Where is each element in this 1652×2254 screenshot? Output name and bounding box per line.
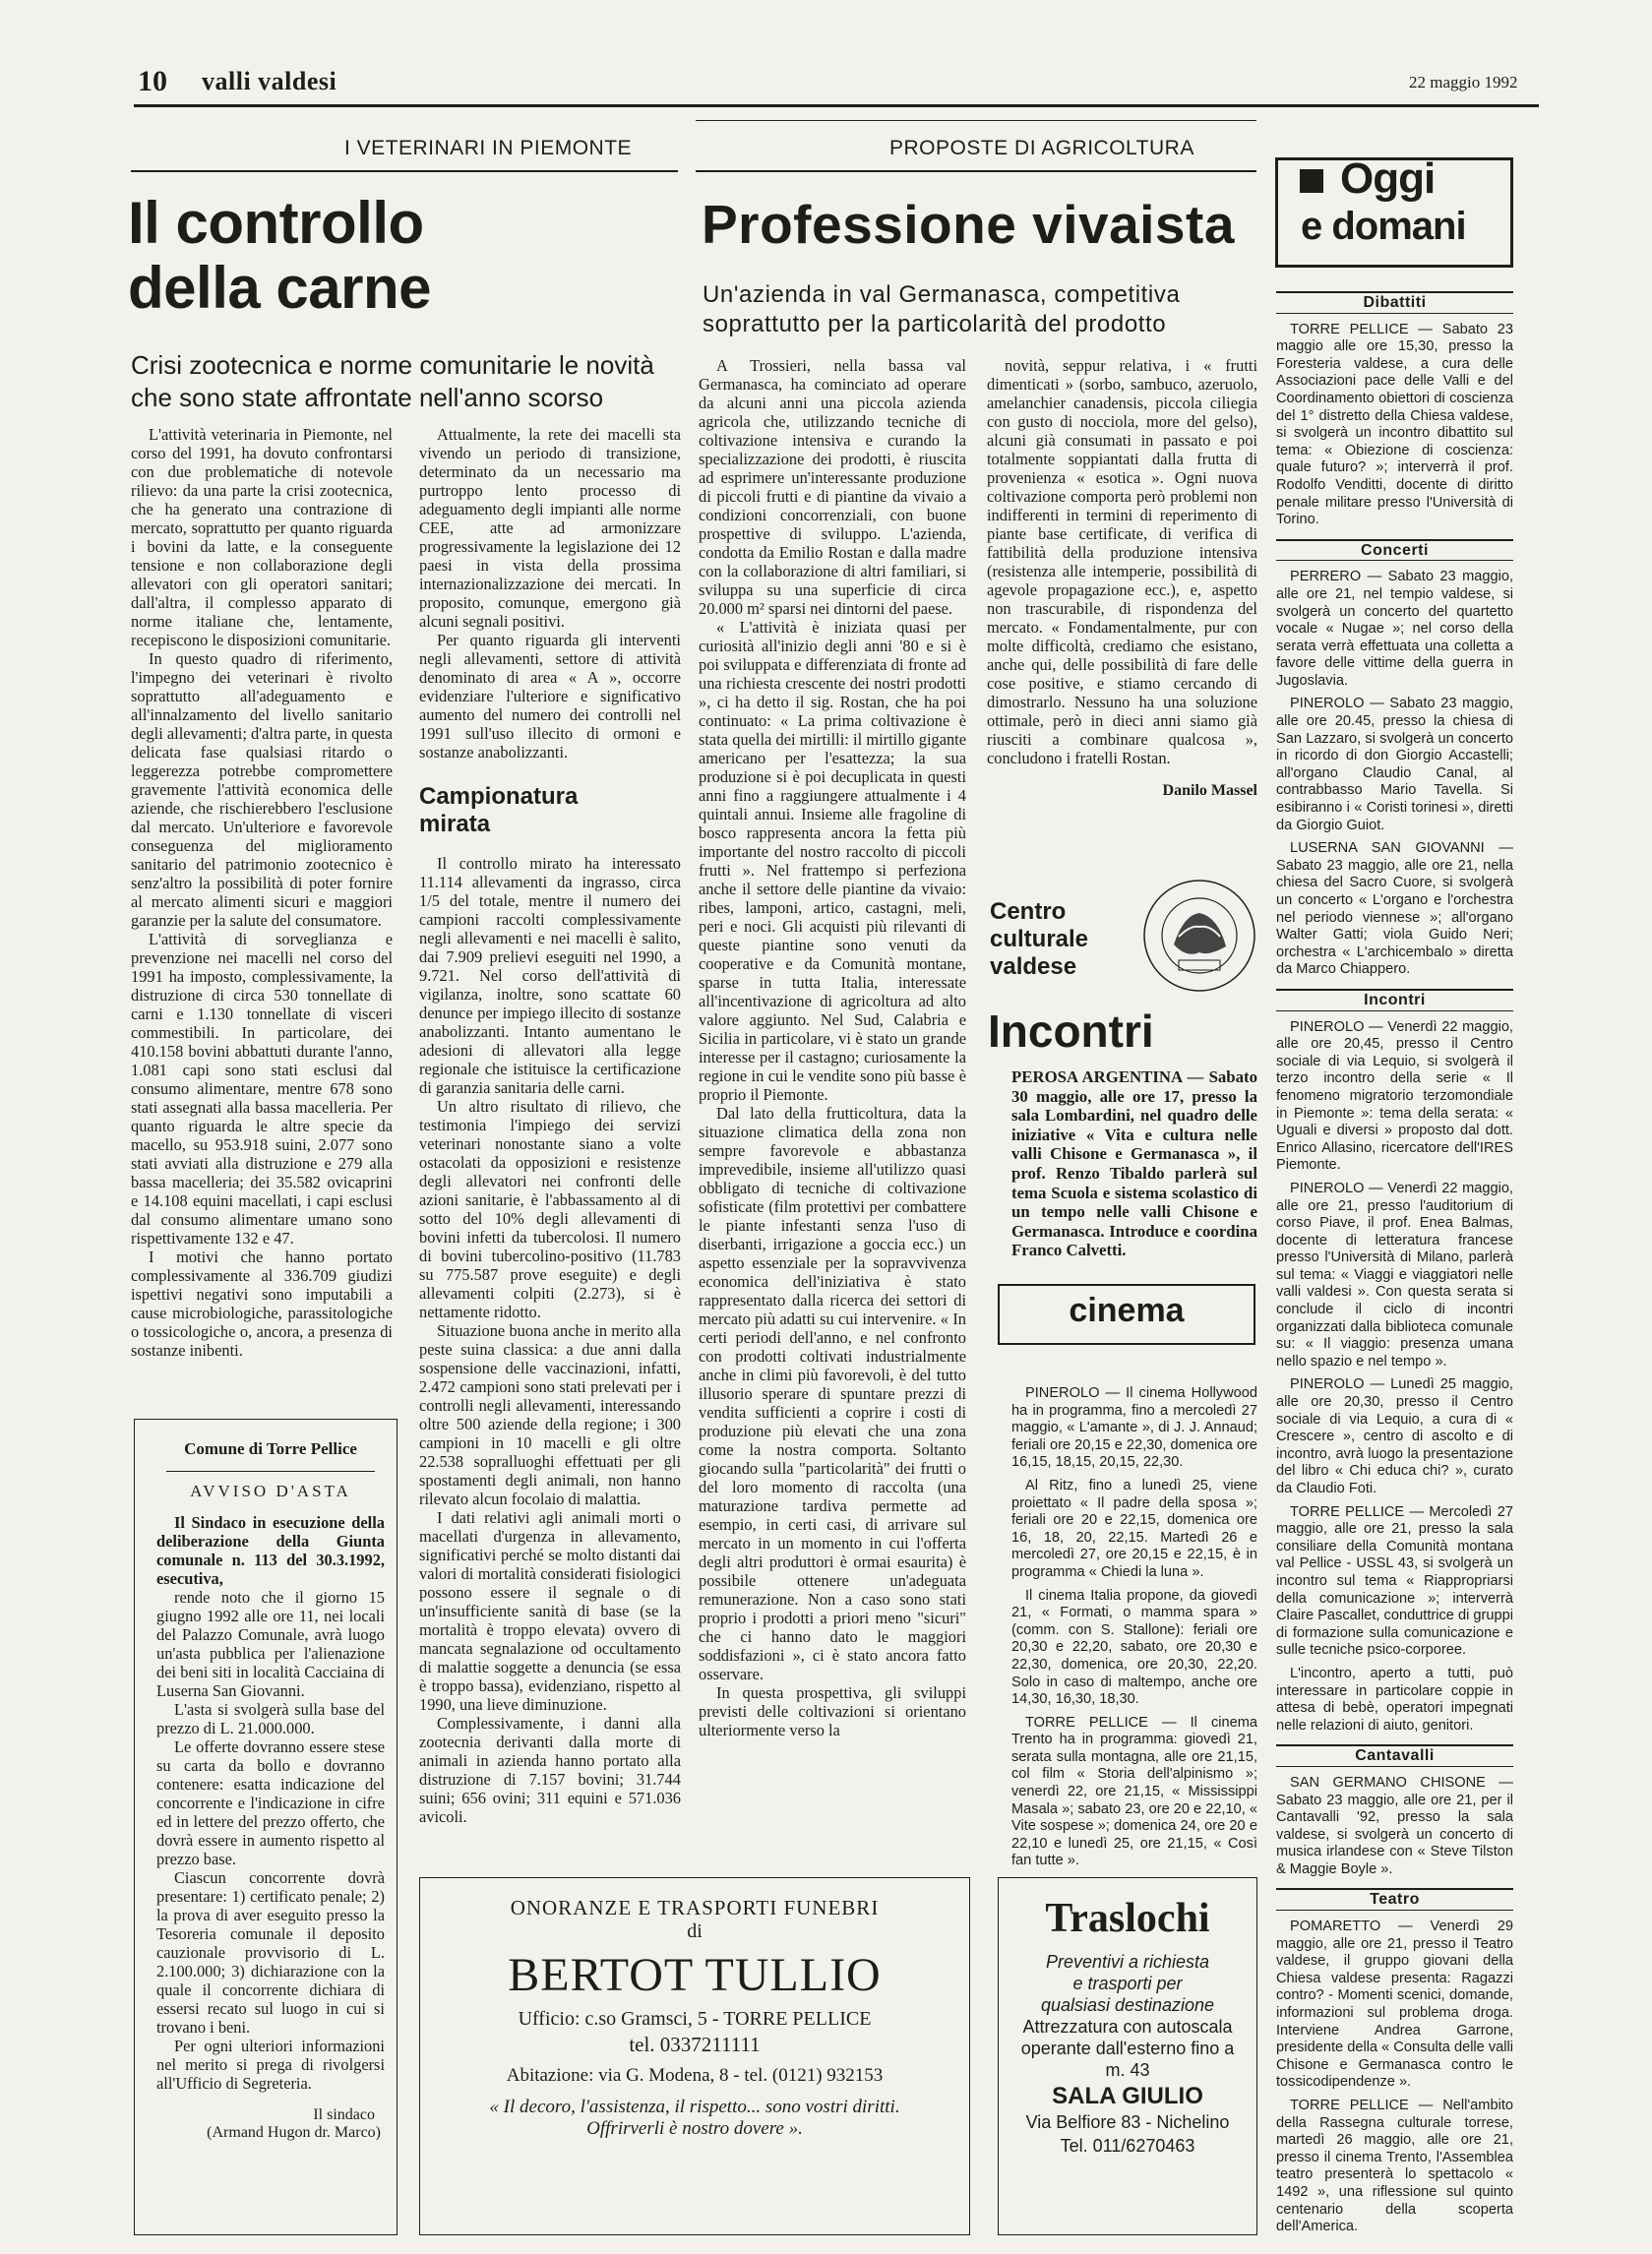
traslochi-tel: Tel. 011/6270463: [1060, 2136, 1195, 2156]
asta-paragraph: Le offerte dovranno essere stese su carta da bollo e dovranno contenere: esatta indicazione del concorrente e l'indicazione in cifre ed in lettere del prezzo offerto, che dovrà essere in aumento rispetto al prezzo base.: [156, 1737, 385, 1868]
centro-incontri-text: PEROSA ARGENTINA — Sabato 30 maggio, alle ore 17, presso la sala Lombardini, nel quadro delle iniziative « Vita e cultura nelle valli Chisone e Germanasca », il prof. Renzo Tibaldo parlerà sul tema Scuola e sistema scolastico di un tempo nelle valli Chisone e Germanasca. Introduce e coordina Franco Calvetti.: [1011, 1067, 1257, 1260]
article2-paragraph: « L'attività è iniziata quasi per curiosità all'inizio degli anni '80 e si è poi sviluppata e differenziata di fronte ad una richiesta crescente dei nostri prodotti », ci ha detto il sig. Rostan, che ha poi continuato: « La prima coltivazione è stata quella dei mirtilli: il mirtillo gigante americano per l'esattezza; la sua produzione si è poi decuplicata in questi anni fino a raggiungere attualmente i 4 quintali annui. Insieme alle fragoline di bosco rappresenta ancora la fetta più importante del nostro raccolto di piccoli frutti ». Nel frattempo si perfeziona anche il settore delle piantine da vivaio: ribes, lamponi, artico, castagni, meli, peri e noci. Gli acquisti più rilevanti di queste piantine sono venuti da cooperative e da Comunità montane, sparse in tutta Italia, interessate all'incentivazione di agricoltura ad alto valore aggiunto. Nel Sud, Calabria e Sicilia in particolare, vi è stato un grande interesse per il castagno; curiosamente la regione in cui le vendite sono più basse è proprio il Piemonte.: [699, 618, 966, 1104]
traslochi-name: SALA GIULIO: [1052, 2083, 1203, 2109]
page-number: 10: [138, 65, 167, 97]
funebri-motto1: « Il decoro, l'assistenza, il rispetto... sono vostri diritti.: [489, 2097, 900, 2117]
article1-paragraph: Complessivamente, i danni alla zootecnia derivanti dalla morte di animali in azienda hanno portato alla distruzione di 7.157 bovini; 31.744 suini; 656 ovini; 311 equini e 571.036 avicoli.: [419, 1714, 681, 1826]
asta-paragraph: Per ogni ulteriori informazioni nel merito si prega di rivolgersi all'Ufficio di Segreteria.: [156, 2037, 385, 2093]
oggi-paragraph: TORRE PELLICE — Sabato 23 maggio alle ore 15,30, presso la Foresteria valdese, a cura delle Associazioni pace delle Valli e del Coordinamento obiettori di coscienza del 1° distretto della Chiesa valdese, si svolgerà un incontro dibattito sul tema: « Obiezione di coscienza: quale futuro? »; interverrà il prof. Rodolfo Venditti, docente di diritto penale militare presso l'Università di Torino.: [1276, 321, 1513, 528]
oggi-column: [1276, 291, 1513, 2242]
section-label: Incontri: [1276, 989, 1513, 1011]
funebri-line2: di: [687, 1920, 703, 1942]
article1-title-line1: Il controllo: [128, 190, 424, 256]
article2-paragraph: In questa prospettiva, gli sviluppi previsti delle coltivazioni si orientano ulteriormente verso la: [699, 1683, 966, 1739]
oggi-paragraph: LUSERNA SAN GIOVANNI — Sabato 23 maggio, alle ore 21, nella chiesa del Sacro Cuore, si svolgerà un concerto « L'organo e l'orchestra nel periodo viennese »; all'organo Walter Gatti; viola Guido Neri; orchestra « L'archicembalo » diretta da Marco Chiappero.: [1276, 840, 1513, 978]
oggi-paragraph: PINEROLO — Sabato 23 maggio, alle ore 20.45, presso la chiesa di San Lazzaro, si svolgerà un concerto in ricordo di don Giorgio Accastelli; all'organo Claudio Canal, al contrabbasso Mario Tavella. Si esibiranno i « Coristi torinesi », diretti da Giorgio Guiot.: [1276, 696, 1513, 833]
article1-paragraph: Situazione buona anche in merito alla peste suina classica: a due anni dalla sospensione delle vaccinazioni, infatti, 2.472 campioni sono stati prelevati per i controlli negli allevamenti, interessando oltre 500 aziende della regione; i 300 campioni in 10 macelli e gli oltre 22.538 sopralluoghi effettuati per gli spostamenti degli animali, non hanno rilevato alcun focolaio di malattia.: [419, 1321, 681, 1508]
article1-kicker: I VETERINARI IN PIEMONTE: [344, 137, 633, 159]
traslochi-line5: operante dall'esterno fino a: [1020, 2039, 1235, 2058]
asta-divider: [166, 1471, 375, 1472]
asta-org: Comune di Torre Pellice: [184, 1439, 357, 1458]
article1-paragraph: Il controllo mirato ha interessato 11.114 allevamenti da ingrasso, circa 1/5 del totale, mentre il numero dei campioni raccolti complessivamente negli allevamenti e nei macelli è salito, dai 7.909 prelievi eseguiti nel 1990, a 9.721. Nel corso dell'attività di vigilanza, inoltre, sono scattate 60 denunce per impiego illecito di sostanze anabolizzanti. Intanto aumentano le adesioni di allevatori alla legge regionale che istituisce la certificazione di garanzia sanitaria delle carni.: [419, 854, 681, 1097]
article1-col2: [419, 425, 681, 1826]
centro-name-line3: valdese: [990, 953, 1077, 980]
oggi-paragraph: POMARETTO — Venerdì 29 maggio, alle ore 21, presso il Teatro valdese, il gruppo giovani della Chiesa valdese presenta: Ragazzi contro? - Momenti scenici, domande, informazioni sul problema droga. Interviene Andrea Garrone, presidente della « Consulta delle valli Chisone e Germanasca contro le tossicodipendenze ».: [1276, 1919, 1513, 2091]
funebri-tel: tel. 0337211111: [629, 2033, 761, 2056]
article1-paragraph: Attualmente, la rete dei macelli sta vivendo un periodo di transizione, determinato da un necessario ma purtroppo lento processo di adeguamento degli impianti alle norme CEE, atte ad armonizzare progressivamente la legislazione dei 12 paesi in vista della prossima internazionalizzazione dei mercati. In proposito, comunque, emergono già alcuni segnali positivi.: [419, 425, 681, 631]
article1-paragraph: Un altro risultato di rilievo, che testimonia l'impiego dei servizi veterinari nonostante siano a volte ostacolati da opposizioni e resistenze degli allevatori nei confronti delle azioni sanitarie, è l'abbassamento al di sotto del 10% degli allevamenti di bovini infetti da tubercolosi. Il numero di bovini tubercolino-positivo (11.783 su 775.587 prove eseguite) e degli allevamenti colpiti (2.273), si è nettamente ridotto.: [419, 1097, 681, 1321]
traslochi-line1: Preventivi a richiesta: [1045, 1952, 1210, 1972]
traslochi-box: [998, 1877, 1257, 2235]
funebri-motto2: Offrirverli è nostro dovere ».: [586, 2118, 803, 2139]
cinema-title: cinema: [1069, 1292, 1185, 1329]
article1-kicker-rule: [131, 170, 678, 172]
article2-kicker: PROPOSTE DI AGRICOLTURA: [889, 137, 1194, 159]
article2-paragraph: A Trossieri, nella bassa val Germanasca, ha cominciato ad operare da alcuni anni una piccola azienda agricola che, utilizzando tecniche di coltivazione intensiva e curando la specializzazione dei prodotti, è riuscita ad esprimere un'interessante produzione di piccoli frutti e di piantine da vivaio a condizioni concorrenziali, con buone prospettive di sviluppo. L'azienda, condotta da Emilio Rostan e dalla madre con la collaborazione di altri familiari, si sviluppa su una superficie di circa 20.000 m² sparsi nei dintorni del paese.: [699, 356, 966, 618]
cinema-paragraph: Il cinema Italia propone, da giovedì 21, « Formati, o mamma spara » (comm. con S. Stallone): feriali ore 20,30 e 22,20, sabato, ore 20,30 e 22,30, domenica, ore 20,30, 22,20. Solo in caso di maltempo, anche ore 14,30, 16,30, 18,30.: [1011, 1587, 1257, 1708]
article1-subhead: Campionatura mirata: [419, 783, 579, 837]
oggi-paragraph: TORRE PELLICE — Mercoledì 27 maggio, alle ore 21, presso la sala consiliare della Comunità montana val Pellice - USSL 43, si svolgerà un incontro sul tema « Riappropriarsi della comunicazione »; interverrà Claire Pascallet, conduttrice di gruppi di formazione sulla comunicazione e sulle tecniche psico-corporee.: [1276, 1503, 1513, 1659]
article2-paragraph: Dal lato della frutticoltura, data la situazione climatica della zona non sempre favorevole e abbastanza imprevedibile, insieme all'utilizzo quasi obbligato di tecniche di coltivazione sofisticate (film protettivi per combattere le piante infestanti senza l'uso di diserbanti, irrigazione a goccia ecc.) un aspetto essenziale per la sopravvivenza economica dell'iniziativa è stato rappresentato dalla ricerca dei settori di mercato più adatti su cui intervenire. « In certi periodi dell'anno, e nel confronto con prodotti coltivati industrialmente anche in climi più favorevoli, è del tutto illusorio sperare di spuntare prezzi di vendita sufficienti a coprire i costi di produzione più elevati che una zona come la nostra comporta. Soltanto giocando sulla "particolarità" dei frutti o del loro momento di raccolta (una maturazione tardiva permette ad esempio, in certi casi, di arrivare sul mercato in un momento in cui l'offerta degli altri produttori è ormai esaurita) è possibile ottenere un'adeguata remunerazione. Non a caso sono stati proprio i prodotti a priori meno "sicuri" che ci hanno dato le maggiori soddisfazioni », ci è stato ancora fatto osservare.: [699, 1104, 966, 1683]
article2-title: Professione vivaista: [702, 194, 1235, 255]
article1-subtitle: Crisi zootecnica e norme comunitarie le novità che sono state affrontate nell'anno scorso: [131, 350, 654, 412]
asta-title: AVVISO D'ASTA: [190, 1482, 351, 1500]
centro-name-line1: Centro: [990, 898, 1067, 925]
oggi-paragraph: PINEROLO — Lunedì 25 maggio, alle ore 20,30, presso il Centro sociale di via Lequio, a cura di « Crescere », centro di ascolto e di incontro, avrà luogo la presentazione del libro « Chi educa chi? », curato da Claudio Foti.: [1276, 1376, 1513, 1496]
article1-paragraph: I motivi che hanno portato complessivamente al 336.709 giudizi ispettivi negativi sono imputabili a cause microbiologiche, parassitologiche o tossicologiche o, ancora, a presenza di sostanze inibenti.: [131, 1248, 393, 1360]
article1-paragraph: L'attività di sorveglianza e prevenzione nei macelli nel corso del 1991 ha imposto, complessivamente, la distruzione di circa 530 tonnellate di carni e 1.130 tonnellate di visceri commestibili. In particolare, dei 410.158 bovini abbattuti durante l'anno, 1.081 capi sono stati esclusi dal consumo alimentare, mentre 678 sono stati assegnati alla bassa macelleria. Per quanto riguarda le altre specie da macello, su 953.918 suini, 2.077 sono stati avviati alla distruzione e 279 alla bassa macelleria; dei 35.582 ovicaprini e 14.108 equini macellati, i capi esclusi dal consumo alimentare umano sono rispettivamente 132 e 47.: [131, 930, 393, 1248]
article2-col2: [987, 356, 1257, 800]
oggi-paragraph: TORRE PELLICE — Nell'ambito della Rassegna culturale torrese, martedì 26 maggio, alle ore 21, presso il cinema Trento, l'Assemblea teatro presenterà lo spettacolo « 1492 », una riflessione sul quinto centenario della scoperta dell'America.: [1276, 2098, 1513, 2235]
asta-box: [134, 1419, 398, 2235]
funebri-box: [419, 1877, 970, 2235]
asta-body: [156, 1513, 385, 2093]
article1-paragraph: L'attività veterinaria in Piemonte, nel corso del 1991, ha dovuto confrontarsi con due problematiche di notevole rilievo: da una parte la crisi zootecnica, che ha generato una contrazione di mercato, soprattutto per quanto riguarda i bovini da latte, e la conseguente tensione e non collaborazione degli allevatori con gli operatori sanitari; dall'altra, il complesso apparato di norme italiane che, lentamente, recepiscono le disposizioni comunitarie.: [131, 425, 393, 649]
masthead: valli valdesi: [202, 67, 337, 95]
oggi-title-line2: e domani: [1301, 205, 1466, 248]
traslochi-addr: Via Belfiore 83 - Nichelino: [1025, 2112, 1230, 2132]
funebri-name: BERTOT TULLIO: [508, 1949, 882, 2001]
traslochi-line4: Attrezzatura con autoscala: [1022, 2017, 1233, 2037]
funebri-abitazione: Abitazione: via G. Modena, 8 - tel. (0121) 932153: [506, 2065, 884, 2086]
header-rule: [134, 104, 1539, 107]
centro-name-line2: culturale: [990, 926, 1089, 952]
cinema-paragraph: PINEROLO — Il cinema Hollywood ha in programma, fino a mercoledì 27 maggio, « L'amante », di J. J. Annaud; feriali ore 20,15 e 22,30, domenica ore 16,15, 18,15, 20,15, 22,30.: [1011, 1385, 1257, 1471]
asta-sign-title: Il sindaco: [313, 2106, 375, 2123]
asta-paragraph: L'asta si svolgerà sulla base del prezzo di L. 21.000.000.: [156, 1700, 385, 1737]
centro-incontri-title: Incontri: [988, 1005, 1154, 1057]
cinema-paragraph: Al Ritz, fino a lunedì 25, viene proiettato « Il padre della sposa »; feriali ore 20 e 22,15, domenica ore 16, 18, 20, 22,15. Martedì 26 e mercoledì 27, ore 20,15 e 22,15, è in programma « Chiedi la luna ».: [1011, 1477, 1257, 1580]
centro-seal-icon: [1139, 876, 1259, 996]
asta-paragraph: Il Sindaco in esecuzione della deliberazione della Giunta comunale n. 113 del 30.3.1992, esecutiva,: [156, 1513, 385, 1588]
article1-paragraph: Per quanto riguarda gli interventi negli allevamenti, settore di attività denominato di area « A », occorre evidenziare l'ulteriore e significativo aumento del numero dei controlli nel 1991 sull'uso illecito di ormoni e sostanze anabolizzanti.: [419, 631, 681, 761]
oggi-paragraph: PERRERO — Sabato 23 maggio, alle ore 21, nel tempio valdese, si svolgerà un concerto del quartetto vocale « Nugae »; nel corso della serata verrà effettuata una colletta a favore delle vittime della guerra in Jugoslavia.: [1276, 569, 1513, 689]
section-label: Concerti: [1276, 539, 1513, 562]
article2-col1: [699, 356, 966, 1739]
oggi-paragraph: PINEROLO — Venerdì 22 maggio, alle ore 20,45, presso il Centro sociale di via Lequio, si svolgerà il terzo incontro della serie « Il fenomeno migratorio terzomondiale in Piemonte »: tema della serata: « Uguali e diversi » proposto dal dott. Enrico Allasino, ricercatore dell'IRES Piemonte.: [1276, 1018, 1513, 1174]
article1-paragraph: I dati relativi agli animali morti o macellati d'urgenza in allevamento, significativi perché se molto distanti dai valori di mortalità considerati fisiologici possono essere il segnale o di un'insufficiente sanità di base (se la mortalità è troppo elevata) ovvero di mancata segnalazione od occultamento di malattie soggette a denuncia (se essa è troppo bassa), evidenziano, rispetto al 1990, una lieve diminuzione.: [419, 1508, 681, 1714]
asta-paragraph: rende noto che il giorno 15 giugno 1992 alle ore 11, nei locali del Palazzo Comunale, avrà luogo un'asta pubblica per l'alienazione dei beni siti in località Cacciaina di Luserna San Giovanni.: [156, 1588, 385, 1700]
traslochi-line3: qualsiasi destinazione: [1040, 1995, 1215, 2015]
cinema-paragraph: TORRE PELLICE — Il cinema Trento ha in programma: giovedì 21, serata sulla montagna, alle ore 21,15, col film « Storia dell'alpinismo »; venerdì 22, ore 21,15, « Mississippi Masala »; sabato 23, ore 20 e 22,10, « Vite sospese »; domenica 24, ore 20 e 22,10 e lunedì 25, ore 21,15, « Così fan tutte ».: [1011, 1714, 1257, 1869]
section-label: Teatro: [1276, 1888, 1513, 1911]
cinema-body: [1011, 1385, 1257, 1876]
oggi-paragraph: SAN GERMANO CHISONE — Sabato 23 maggio, alle ore 21, per il Cantavalli '92, presso la sala valdese, si svolgerà un concerto di musica irlandese con « Steve Tilston & Maggie Boyle ».: [1276, 1774, 1513, 1877]
funebri-ufficio: Ufficio: c.so Gramsci, 5 - TORRE PELLICE: [518, 2008, 872, 2030]
traslochi-line6: m. 43: [1105, 2060, 1150, 2080]
issue-date: 22 maggio 1992: [1409, 73, 1518, 91]
article2-top-rule: [696, 120, 1256, 121]
article2-byline: Danilo Massel: [1162, 782, 1257, 799]
oggi-paragraph: L'incontro, aperto a tutti, può interessare in particolare coppie in attesa di bebè, operatori impegnati nelle relazioni di aiuto, genitori.: [1276, 1665, 1513, 1734]
oggi-paragraph: PINEROLO — Venerdì 22 maggio, alle ore 21, presso l'auditorium di corso Piave, il prof. Enea Balmas, docente di letteratura francese presso l'Università di Milano, parlerà sul tema: « Viaggi e viaggiatori nelle valli valdesi ». Con questa serata si conclude il ciclo di incontri organizzati dalla biblioteca comunale su: « Il viaggio: presenza umana nello spazio e nel tempo ».: [1276, 1180, 1513, 1370]
article1-title: [128, 191, 431, 321]
square-bullet-icon: [1300, 169, 1323, 193]
article2-kicker-rule: [696, 170, 1256, 172]
article1-col1: [131, 425, 393, 1360]
asta-sign-name: (Armand Hugon dr. Marco): [207, 2124, 381, 2141]
asta-paragraph: Ciascun concorrente dovrà presentare: 1) certificato penale; 2) la prova di aver eseguito presso la Tesoreria comunale il deposito cauzionale provvisorio di L. 2.100.000; 3) dichiarazione con la quale il concorrente dichiara di essersi recato sul luogo in cui si trovano i beni.: [156, 1868, 385, 2037]
centro-seal: [1139, 876, 1259, 996]
traslochi-line2: e trasporti per: [1072, 1974, 1183, 1993]
section-label: Cantavalli: [1276, 1744, 1513, 1767]
oggi-title-line1: Oggi: [1340, 154, 1436, 203]
traslochi-title: Traslochi: [1045, 1896, 1210, 1941]
article1-paragraph: In questo quadro di riferimento, l'impegno dei veterinari è rivolto soprattutto all'adeguamento e all'innalzamento del livello sanitario degli allevamenti; d'altra parte, in questa delicata fase qualsiasi ritardo o leggerezza potrebbe compromettere gravemente l'attività economica delle aziende, che rischierebbero l'esclusione dal mercato. Un'ulteriore e favorevole conseguenza del miglioramento sanitario del patrimonio zootecnico è senz'altro la possibilità di poter fornire al mercato alimenti sicuri e maggiori garanzie per la salute del consumatore.: [131, 649, 394, 930]
centro-name: [990, 898, 1088, 981]
article1-title-line2: della carne: [128, 255, 432, 321]
article2-paragraph: novità, seppur relativa, i « frutti dimenticati » (sorbo, sambuco, azeruolo, amelanchier canadensis, piccola ciliegia con gusto di nocciola, more del gelso), alcuni già consumati in passato e poi totalmente soppiantati dalla frutta di provenienza « esotica ». Ogni nuova coltivazione comporta però problemi non indifferenti in termini di reperimento di piante base certificate, di verifica di fattibilità della produzione intensiva (resistenza alle intemperie, possibilità di agevole propagazione ecc.), e, aspetto non trascurabile, di rispondenza del mercato. « Fondamentalmente, pur con molte difficoltà, crediamo che esistano, anche qui, delle possibilità di fare delle cose positive, e stiamo cercando di dimostrarlo. Nessuno ha una soluzione ottimale, però in dieci anni siamo già riusciti a combinare qualcosa », concludono i fratelli Rostan.: [987, 356, 1257, 767]
article2-subtitle: Un'azienda in val Germanasca, competitiva soprattutto per la particolarità del prodotto: [703, 281, 1181, 337]
funebri-line1: ONORANZE E TRASPORTI FUNEBRI: [510, 1896, 880, 1919]
section-label: Dibattiti: [1276, 291, 1513, 314]
